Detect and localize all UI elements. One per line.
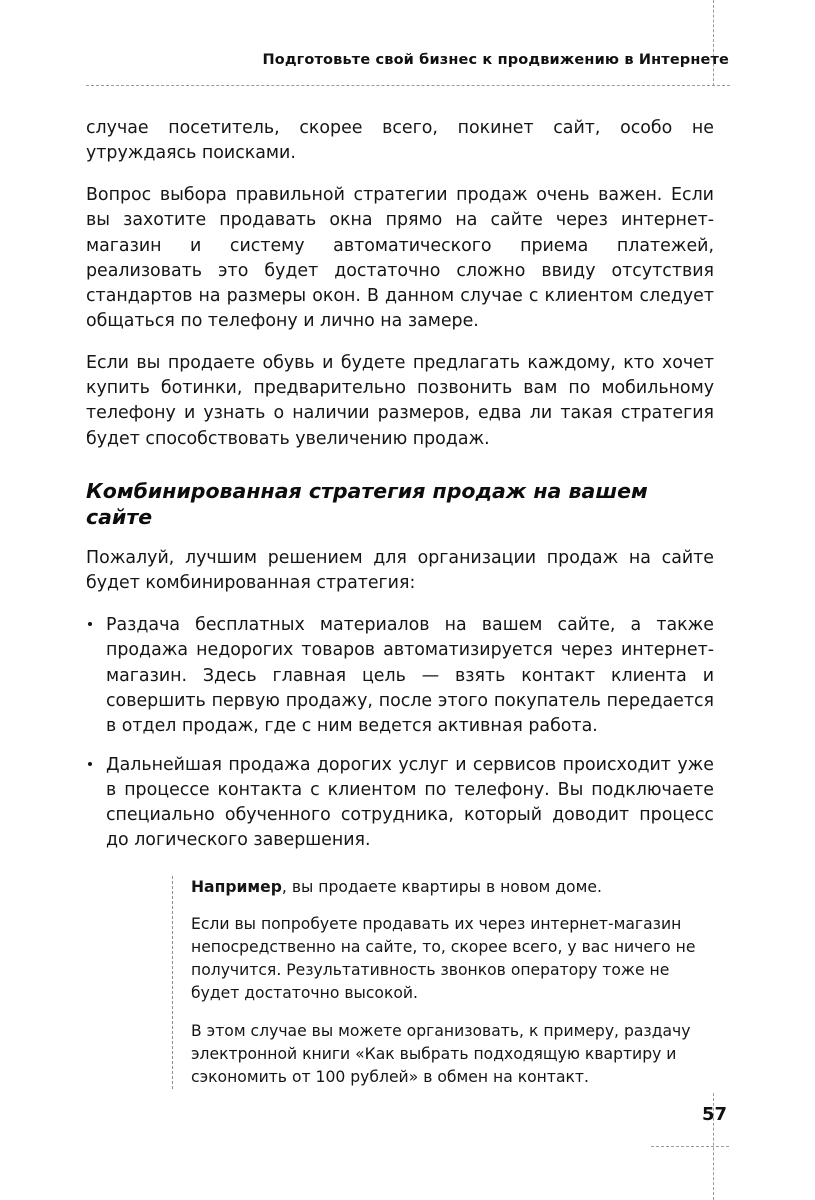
paragraph: Если вы продаете обувь и будете предлагать каждому, кто хочет купить ботинки, предварительно позвонить вам по мобильному телефону и узнать о наличии размеров, едва ли такая стратегия будет способствовать увеличению продаж. [86, 353, 714, 449]
callout-lead-rest: , вы продаете квартиры в новом доме. [281, 877, 602, 896]
callout-paragraph: Если вы попробуете продавать их через интернет-магазин непосредственно на сайте, то, скорее всего, у вас ничего не получится. Результативность звонков оператору тоже не будет достаточно высокой. [191, 915, 696, 1003]
section-heading: Комбинированная стратегия продаж на вашем сайте [86, 478, 648, 530]
paragraph: Вопрос выбора правильной стратегии продаж очень важен. Если вы захотите продавать окна прямо на сайте через интернет-магазин и систему автоматического приема платежей, реализовать это будет достаточно сложно ввиду отсутствия стандартов на размеры окон. В данном случае с клиентом следует общаться по телефону и лично на замере. [86, 185, 714, 331]
running-head [86, 52, 729, 96]
bullet-dot-icon [88, 622, 92, 626]
example-callout [172, 876, 696, 1089]
list-item [86, 613, 714, 739]
callout-lead-bold: Например [191, 877, 282, 896]
running-head-title: Подготовьте свой бизнес к продвижению в Интернете [262, 52, 729, 68]
bullet-list [86, 613, 714, 853]
page-footer [86, 1096, 729, 1156]
page-content [86, 116, 714, 1089]
paragraph: случае посетитель, скорее всего, покинет сайт, особо не утруждаясь поисками. [86, 118, 714, 164]
list-item-text: Дальнейшая продажа дорогих услуг и сервисов происходит уже в процессе контакта с клиентом по телефону. Вы подключаете специально обученного сотрудника, который доводит процесс до логического завершения. [106, 754, 714, 851]
bullet-dot-icon [88, 762, 92, 766]
paragraph-lead: Пожалуй, лучшим решением для организации продаж на сайте будет комбинированная стратегия: [86, 547, 714, 594]
running-head-rule [86, 85, 730, 86]
list-item [86, 753, 714, 854]
callout-paragraph: В этом случае вы можете организовать, к примеру, раздачу электронной книги «Как выбрать подходящую квартиру и сэкономить от 100 рублей» в обмен на контакт. [191, 1022, 691, 1086]
callout-lead [191, 876, 696, 899]
page-number: 57 [701, 1104, 727, 1125]
list-item-text: Раздача бесплатных материалов на вашем сайте, а также продажа недорогих товаров автоматизируется через интернет-магазин. Здесь главная цель — взять контакт клиента и совершить первую продажу, после этого покупатель передается в отдел продаж, где с ним ведется активная работа. [106, 615, 714, 736]
folio-rule [651, 1146, 729, 1147]
